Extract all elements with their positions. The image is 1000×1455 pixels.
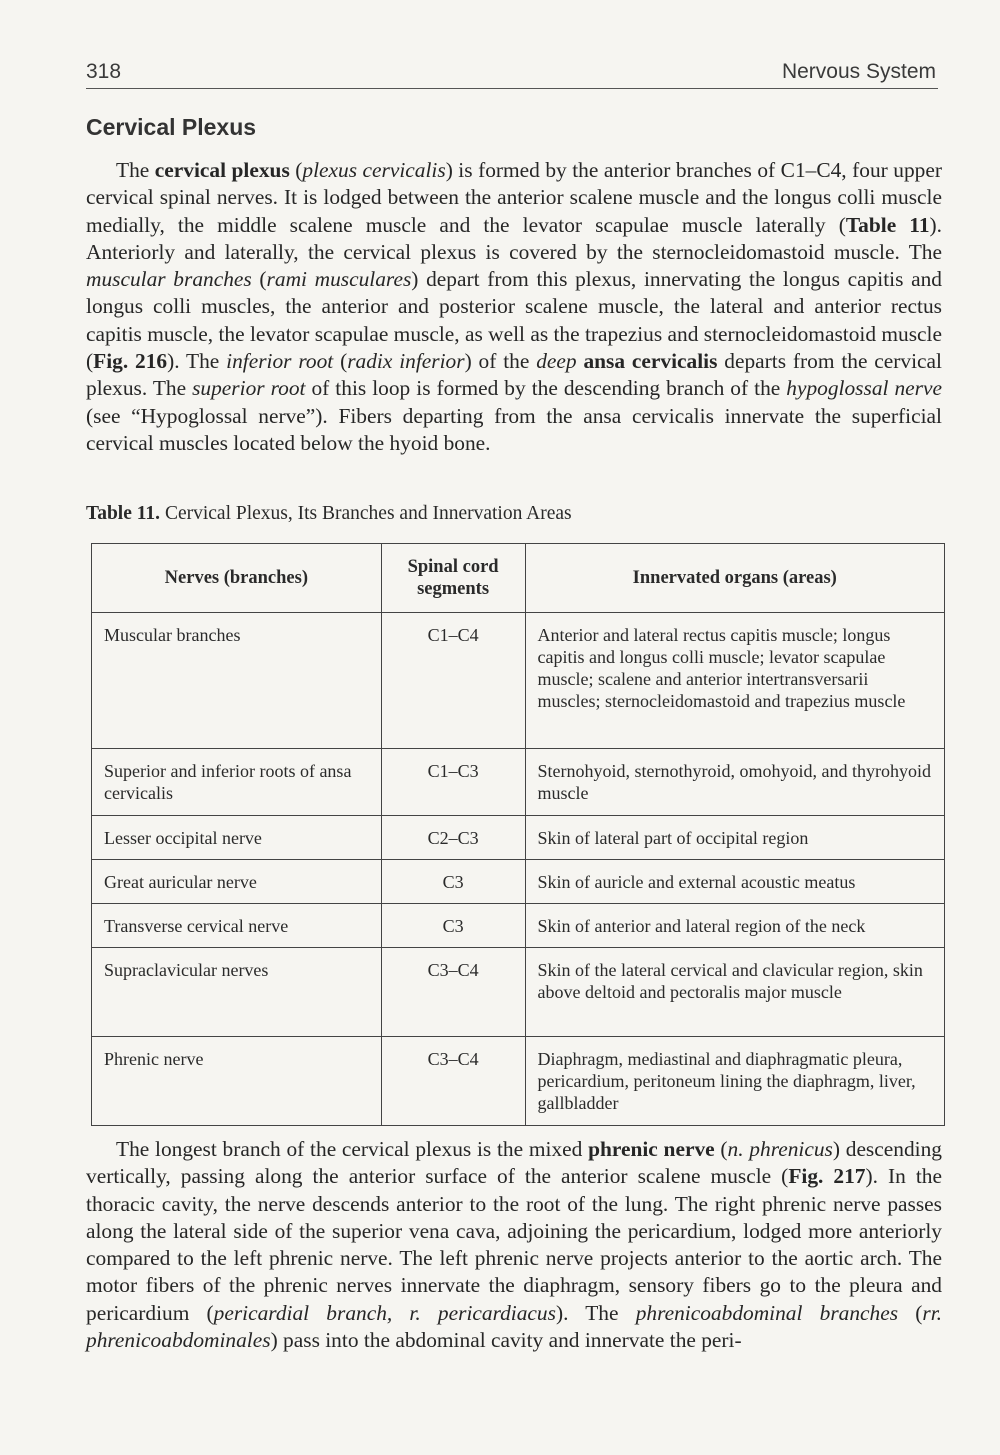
table-row [92, 948, 945, 1037]
table-row [92, 749, 945, 816]
nerve-cell: Phrenic nerve [92, 1037, 382, 1126]
term-phrenic-nerve: phrenic nerve [588, 1137, 715, 1161]
term-phrenicoabdominal-branches: phrenicoabdominal branches [635, 1300, 899, 1325]
table-row [92, 613, 945, 749]
organs-cell: Skin of auricle and external acoustic meatus [525, 860, 944, 904]
text-run: ). In the thoracic cavity, the nerve descends anterior to the root of the lung. The right phrenic nerve passes along the lateral side of the superior vena cava, adjoining the pericardium, lodged more anteriorly compared to the left phrenic nerve. The left phrenic nerve projects anterior to the aortic arch. The motor fibers of the phrenic nerves innervate the diaphragm, sensory fibers go to the pleura and pericardium ( [86, 1164, 942, 1325]
organs-cell: Sternohyoid, sternothyroid, omohyoid, and thyrohyoid muscle [525, 749, 944, 816]
column-header-organs: Innervated organs (areas) [525, 544, 944, 613]
segment-cell: C3–C4 [381, 1037, 525, 1126]
latin-term: radix inferior [347, 349, 465, 374]
term-pericardial-branch: pericardial branch, r. pericardiacus [213, 1300, 556, 1325]
table-caption [86, 503, 572, 525]
figure-reference: Fig. 216 [93, 349, 168, 374]
text-run: ( [714, 1137, 728, 1161]
latin-term: plexus cervicalis [302, 158, 446, 182]
text-run: departs from the cervical plexus. The [86, 349, 942, 401]
page-number: 318 [86, 60, 122, 83]
organs-cell: Skin of the lateral cervical and clavicular region, skin above deltoid and pectoralis major muscle [525, 948, 944, 1037]
organs-cell: Skin of anterior and lateral region of the neck [525, 904, 944, 948]
term-inferior-root: inferior root [226, 349, 334, 374]
table-row [92, 816, 945, 860]
organs-cell: Skin of lateral part of occipital region [525, 816, 944, 860]
nerve-cell: Supraclavicular nerves [92, 948, 382, 1037]
latin-term: rr. phrenicoabdominales [86, 1300, 942, 1353]
term-muscular-branches: muscular branches [86, 267, 252, 292]
text-run: ) is formed by the anterior branches of C1–C4, four upper cervical spinal nerves. It is lodged between the anterior scalene muscle and the longus colli muscle medially, the middle scalene muscle and the levator scapulae muscle laterally ( [86, 158, 942, 237]
nerve-cell: Great auricular nerve [92, 860, 382, 904]
text-run: ). Anteriorly and laterally, the cervical plexus is covered by the sternocleidomastoid muscle. The [86, 212, 943, 264]
organs-cell: Anterior and lateral rectus capitis muscle; longus capitis and longus colli muscle; levator scapulae muscle; scalene and anterior intertransversarii muscles; sternocleidomastoid and trapezius muscle [525, 613, 944, 749]
intro-paragraph [86, 157, 942, 457]
text-run: ) depart from this plexus, innervating the longus capitis and longus colli muscles, the anterior and posterior scalene muscle, the lateral and anterior rectus capitis muscle, the levator scapulae muscle, as well as the trapezius and sternocleidomastoid muscle ( [86, 267, 943, 374]
segment-cell: C1–C4 [381, 613, 525, 749]
nerve-cell: Lesser occipital nerve [92, 816, 382, 860]
nerve-cell: Muscular branches [92, 613, 382, 749]
text-run: ) descending vertically, passing along the anterior surface of the anterior scalene muscle ( [86, 1137, 942, 1189]
table-header-row [92, 544, 945, 613]
table-row [92, 1037, 945, 1126]
text-run: (see “Hypoglossal nerve”). Fibers departing from the ansa cervicalis innervate the superficial cervical muscles located below the hyoid bone. [86, 403, 942, 455]
text-run: ). The [167, 349, 227, 374]
running-header [86, 58, 938, 89]
table-row [92, 904, 945, 948]
section-title: Cervical Plexus [86, 114, 257, 140]
segment-cell: C1–C3 [381, 749, 525, 816]
cervical-plexus-table [91, 543, 945, 1126]
text-run: The longest branch of the cervical plexus is the mixed [116, 1137, 589, 1161]
chapter-title: Nervous System [781, 60, 936, 83]
term-superior-root: superior root [192, 376, 306, 401]
column-header-nerves: Nerves (branches) [92, 544, 382, 613]
segment-cell: C3 [381, 904, 525, 948]
text-run: ). The [555, 1300, 636, 1325]
table-caption-text: Cervical Plexus, Its Branches and Innervation Areas [160, 503, 572, 524]
organs-cell: Diaphragm, mediastinal and diaphragmatic pleura, pericardium, peritoneum lining the diaphragm, liver, gallbladder [525, 1037, 944, 1126]
table-row [92, 860, 945, 904]
segment-cell: C3 [381, 860, 525, 904]
text-run: ( [289, 158, 303, 182]
table-caption-label: Table 11. [86, 503, 161, 524]
term-hypoglossal-nerve: hypoglossal nerve [786, 376, 942, 401]
text-run: ) of the [464, 349, 537, 374]
text-run: ( [898, 1300, 923, 1325]
column-header-segments: Spinal cord segments [381, 544, 525, 613]
figure-reference: Fig. 217 [788, 1164, 866, 1189]
text-run: ) pass into the abdominal cavity and innervate the peri- [270, 1328, 742, 1353]
latin-term: rami musculares [266, 267, 412, 292]
text-run: The [116, 158, 155, 182]
nerve-cell: Transverse cervical nerve [92, 904, 382, 948]
text-run: of this loop is formed by the descending branch of the [305, 376, 787, 401]
text-run: ( [333, 349, 348, 374]
term-cervical-plexus: cervical plexus [154, 158, 290, 182]
latin-term: n. phrenicus [727, 1137, 833, 1161]
segment-cell: C2–C3 [381, 816, 525, 860]
term-deep: deep [536, 349, 577, 374]
table-reference: Table 11 [845, 212, 930, 237]
term-ansa-cervicalis: ansa cervicalis [583, 349, 718, 374]
nerve-cell: Superior and inferior roots of ansa cervicalis [92, 749, 382, 816]
segment-cell: C3–C4 [381, 948, 525, 1037]
text-run: ( [251, 267, 267, 292]
phrenic-nerve-paragraph [86, 1136, 942, 1354]
